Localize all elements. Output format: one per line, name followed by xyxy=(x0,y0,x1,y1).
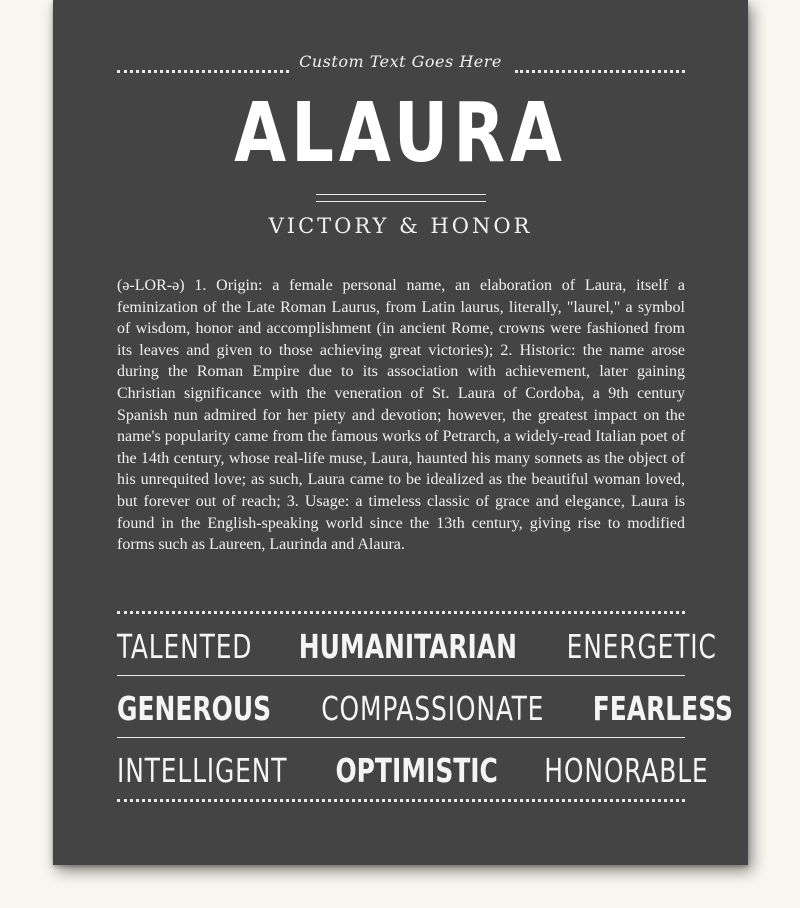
trait-word: FEARLESS xyxy=(592,688,733,728)
traits-row-1 xyxy=(117,623,717,669)
trait-word: ENERGETIC xyxy=(566,626,717,666)
traits-row-2 xyxy=(117,685,733,731)
trait-word: HONORABLE xyxy=(544,750,709,790)
trait-word: INTELLIGENT xyxy=(117,750,288,790)
trait-word: GENEROUS xyxy=(117,688,272,728)
name-poster xyxy=(53,0,748,865)
definition-text: (ə-LOR-ə) 1. Origin: a female personal name, an elaboration of Laura, itself a feminization of the Late Roman Laurus, from Latin laurus, literally, "laurel," a symbol of wisdom, honor and accomplishment (in ancient Rome, crowns were fashioned from its leaves and given to those achieving great victories); 2. Historic: the name arose during the Roman Empire due to its association with achievement, later gaining Christian significance with the veneration of St. Laura of Cordoba, a 9th century Spanish nun admired for her piety and devotion; however, the greatest impact on the name's popularity came from the famous works of Petrarch, a widely-read Italian poet of the 14th century, whose real-life muse, Laura, haunted his many sonnets as the object of his unrequited love; as such, Laura came to be idealized as the beautiful woman loved, but forever out of reach; 3. Usage: a timeless classic of grace and elegance, Laura is found in the English-speaking world since the 13th century, giving rise to modified forms such as Laureen, Laurinda and Alaura. xyxy=(117,277,686,554)
name-meaning: VICTORY & HONOR xyxy=(268,214,533,238)
traits-row-3 xyxy=(117,747,709,793)
trait-word: COMPASSIONATE xyxy=(321,688,545,728)
title-rule-lower xyxy=(316,201,486,202)
traits-rule-2 xyxy=(117,737,685,738)
name-title: ALAURA xyxy=(234,86,567,181)
traits-rule-1 xyxy=(117,675,685,676)
tagline: Custom Text Goes Here xyxy=(299,52,502,71)
trait-word: TALENTED xyxy=(117,626,253,666)
trait-word: OPTIMISTIC xyxy=(335,750,498,790)
traits-dotted-rule-top xyxy=(117,611,685,614)
title-rule-upper xyxy=(316,194,486,195)
trait-word: HUMANITARIAN xyxy=(298,626,518,666)
traits-dotted-rule-bottom xyxy=(117,799,685,802)
